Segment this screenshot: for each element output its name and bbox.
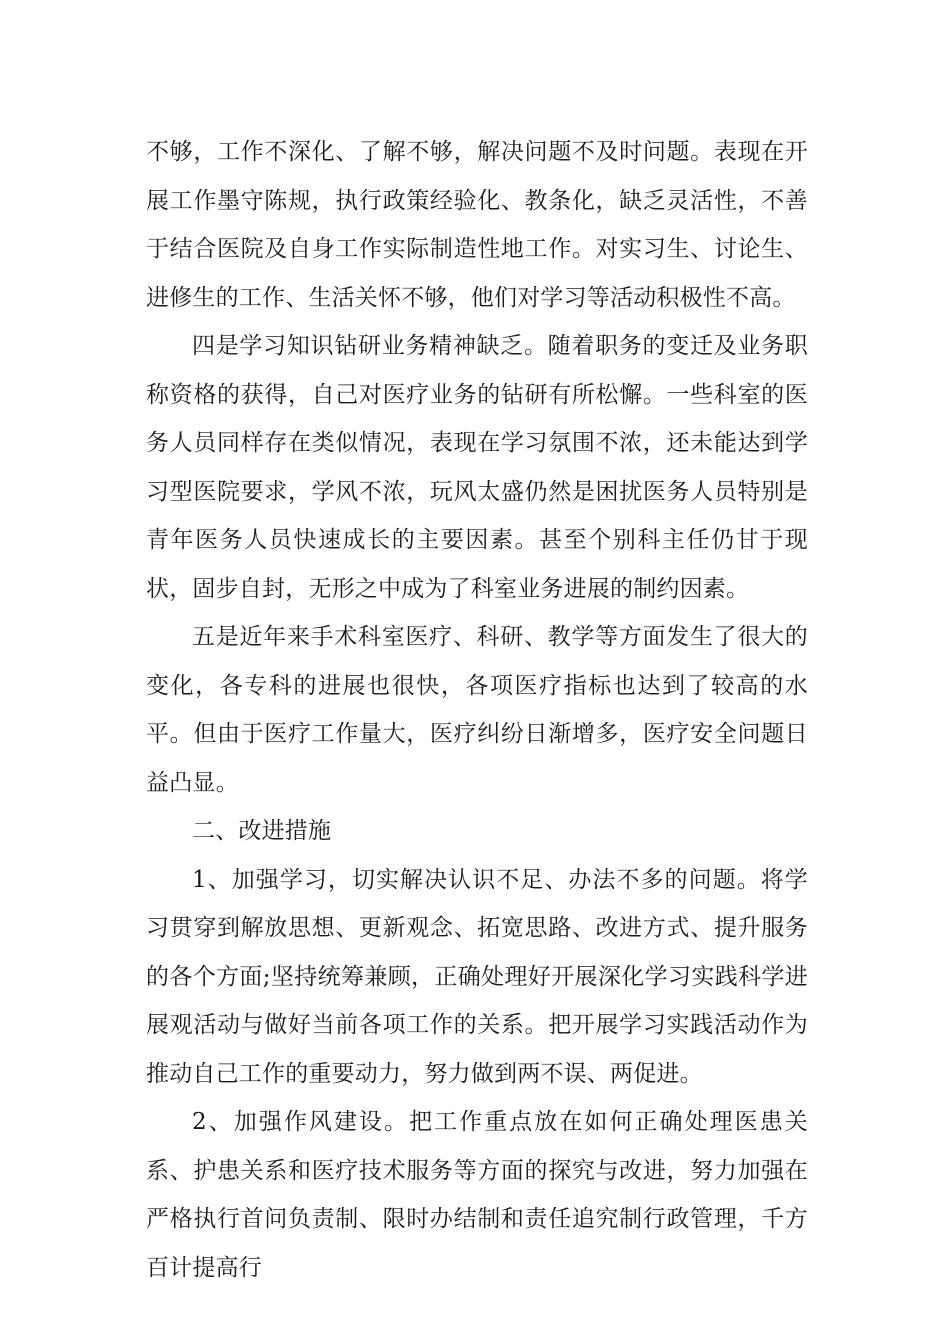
- paragraph-continuation: 不够，工作不深化、了解不够，解决问题不及时问题。表现在开展工作墨守陈规，执行政策经验化、教条化，缺乏灵活性，不善于结合医院及自身工作实际制造性地工作。对实习生、讨论生、进修生的工作、生活关怀不够，他们对学习等活动积极性不高。: [146, 139, 808, 311]
- document-body: [146, 128, 808, 1292]
- paragraph-measure-one: 1、加强学习，切实解决认识不足、办法不多的问题。将学习贯穿到解放思想、更新观念、拓宽思路、改进方式、提升服务的各个方面;坚持统筹兼顾，正确处理好开展深化学习实践科学进展观活动与做好当前各项工作的关系。把开展学习实践活动作为推动自己工作的重要动力，努力做到两不误、两促进。: [146, 866, 808, 1087]
- paragraph-point-five: 五是近年来手术科室医疗、科研、教学等方面发生了很大的变化，各专科的进展也很快，各项医疗指标也达到了较高的水平。但由于医疗工作量大，医疗纠纷日渐增多，医疗安全问题日益凸显。: [146, 624, 808, 796]
- paragraph-measure-two: 2、加强作风建设。把工作重点放在如何正确处理医患关系、护患关系和医疗技术服务等方面的探究与改进，努力加强在严格执行首问负责制、限时办结制和责任追究制行政管理，千方百计提高行: [146, 1109, 808, 1281]
- section-heading-improvements: 二、改进措施: [192, 818, 332, 844]
- paragraph-point-four: 四是学习知识钻研业务精神缺乏。随着职务的变迁及业务职称资格的获得，自己对医疗业务的钻研有所松懈。一些科室的医务人员同样存在类似情况，表现在学习氛围不浓，还未能达到学习型医院要求，学风不浓，玩风太盛仍然是困扰医务人员特别是青年医务人员快速成长的主要因素。甚至个别科主任仍甘于现状，固步自封，无形之中成为了科室业务进展的制约因素。: [146, 333, 808, 602]
